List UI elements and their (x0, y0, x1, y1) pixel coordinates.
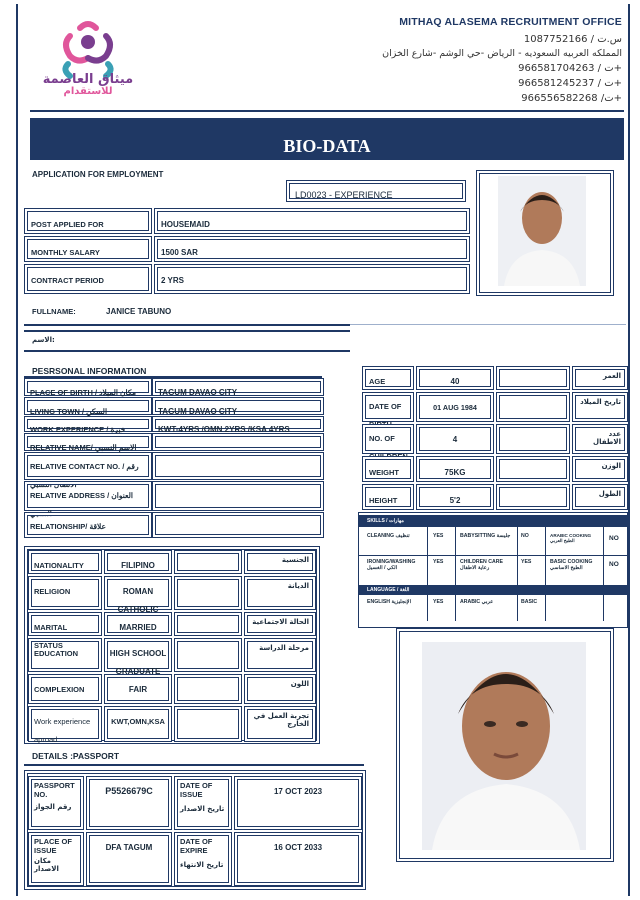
dob-ar: تاريخ الميلاد (580, 398, 621, 406)
religion-label: RELIGION (34, 587, 71, 596)
expire-value-box (234, 832, 362, 886)
skill-ironing-value: YES (433, 559, 444, 565)
expire-label-box (174, 832, 232, 886)
passport-section-title: DETAILS :PASSPORT (32, 751, 120, 761)
lang-arabic: ARABIC عربي (460, 599, 494, 605)
nationality-label-box (28, 550, 102, 574)
skill-cleaning-value: YES (433, 533, 444, 539)
relname-label: RELATIVE NAME/ الاسم النسبي (30, 443, 137, 452)
expire-ar: تاريخ الانتهاء (180, 861, 224, 869)
dob-empty-box (496, 392, 570, 422)
personal-section-title: PESRSONAL INFORMATION (32, 366, 147, 376)
education-ar: مرحلة الدراسة (259, 644, 309, 652)
fullname-value: JANICE TABUNO (106, 307, 172, 316)
abroad-ar-box (244, 706, 316, 742)
skill-children-care: CHILDREN CARE رعاية الاطفال (460, 559, 503, 571)
education-value-box (104, 638, 172, 676)
weight-label: WEIGHT (369, 468, 399, 477)
age-ar: العمر (602, 372, 621, 380)
place-value-box (86, 832, 172, 886)
education-value: HIGH SCHOOL GRADUATE (109, 649, 167, 676)
skill-babysitting: BABYSITTING جليسة (460, 533, 511, 539)
nationality-label: NATIONALITY (34, 561, 84, 570)
place-ar: مكان الاصدار (34, 857, 59, 873)
skill-basic-cooking-value: NO (609, 561, 619, 568)
relname-value-box (152, 433, 324, 451)
dob-value-box (416, 392, 494, 422)
abroad-label: Work experience aproad (34, 717, 91, 744)
lang-arabic-value: BASIC (521, 599, 538, 605)
application-label: APPLICATION FOR EMPLOYMENT (32, 170, 164, 179)
education-ar-box (244, 638, 316, 672)
skill-children-care-value: YES (521, 559, 532, 565)
nationality-value-box (104, 550, 172, 574)
reladdress-value-box (152, 481, 324, 511)
phone-3: ت/ 966556582268+ (521, 93, 622, 104)
height-label-box (362, 484, 414, 510)
applicant-photo-small (498, 176, 586, 286)
age-value: 40 (450, 377, 460, 386)
abroad-value: KWT,OMN,KSA (111, 717, 165, 726)
expire-label: DATE OF EXPIRE (180, 837, 213, 855)
complexion-label-box (28, 674, 102, 704)
post-label: POST APPLIED FOR (31, 220, 104, 229)
contract-label: CONTRACT PERIOD (31, 276, 104, 285)
application-code-box (286, 180, 466, 202)
marital-ar: الحالة الاجتماعية (252, 618, 309, 626)
relcontact-value-box (152, 452, 324, 480)
post-label-box (24, 208, 152, 234)
relname-label-box (24, 433, 152, 451)
skill-ironing: IRONING/WASHING الكي / الغسيل (367, 559, 416, 571)
contract-value-box (154, 264, 470, 294)
height-label: HEIGHT (369, 496, 398, 505)
passport-no-label: PASSPORT NO. (34, 781, 75, 799)
contract-label-box (24, 264, 152, 294)
living-label-box (24, 397, 152, 415)
relcontact-label-box (24, 452, 152, 489)
issue-label: DATE OF ISSUE (180, 781, 213, 799)
living-value-box (152, 397, 324, 415)
weight-value: 75KG (444, 468, 466, 477)
page-title: BIO-DATA (30, 118, 624, 160)
children-label: NO. OF CHILDREN (369, 434, 408, 461)
phone-1: ت / 966581704263+ (518, 63, 622, 74)
post-value-box (154, 208, 470, 234)
skill-basic-cooking: BASIC COOKING الطبخ الاساسي (550, 559, 593, 571)
weight-label-box (362, 456, 414, 482)
place-label-box (28, 832, 84, 886)
passport-no-value: P5526679C (105, 786, 153, 796)
place-value: DFA TAGUM (105, 843, 153, 852)
religion-value: ROMAN CATHOLIC (117, 587, 159, 614)
pob-value-box (152, 378, 324, 396)
marital-ar-box (244, 612, 316, 636)
height-value: 5'2 (449, 496, 461, 505)
skill-cleaning: CLEANING تنظيف (367, 533, 410, 539)
workexp-value-box (152, 416, 324, 432)
salary-value: 1500 SAR (161, 248, 198, 257)
workexp-label: WORK EXPERIENCE / خبرة (30, 425, 126, 434)
relcontact-label: RELATIVE CONTACT NO. / رقم الاتصال النسبي (30, 462, 139, 489)
living-value: TAGUM DAVAO CITY (158, 407, 238, 416)
relationship-label: RELATIONSHIP/ علاقة (30, 522, 107, 531)
issue-ar: تاريخ الاصدار (180, 805, 225, 813)
nationality-value: FILIPINO (121, 561, 155, 570)
religion-value-box (104, 576, 172, 614)
applicant-photo-large (422, 642, 586, 850)
complexion-label: COMPLEXION (34, 685, 85, 694)
relationship-label-box (24, 512, 152, 538)
fullname-label: FULLNAME: (32, 307, 76, 316)
abroad-label-box (28, 706, 102, 742)
complexion-value-box (104, 674, 172, 704)
complexion-ar: اللون (290, 680, 309, 688)
arabic-name-rule (24, 350, 350, 352)
complexion-ar-box (244, 674, 316, 704)
passport-rule (24, 764, 364, 766)
religion-empty-box (174, 576, 242, 610)
dob-label: DATE OF BIRTH (369, 402, 402, 429)
address: المملكه العربيه السعوديه - الرياض -حي الوشم -شارع الخزان (382, 48, 622, 59)
workexp-value: KWT-4YRS /OMN 2YRS /KSA 4YRS (158, 425, 290, 434)
phone-2: ت / 966581245237+ (518, 78, 622, 89)
office-name: MITHAQ ALASEMA RECRUITMENT OFFICE (399, 16, 622, 28)
religion-ar-box (244, 576, 316, 610)
marital-value-box (104, 612, 172, 636)
expire-value: 16 OCT 2033 (273, 843, 323, 852)
skills-col-rule-2 (455, 527, 456, 621)
education-label-box (28, 638, 102, 672)
fullname-rule-right (350, 324, 626, 325)
application-code: LD0023 - EXPERIENCE (295, 190, 393, 200)
skills-col-rule-5 (603, 527, 604, 621)
logo-subtext: للاستقدام (63, 86, 113, 97)
abroad-empty-box (174, 706, 242, 742)
education-empty-box (174, 638, 242, 672)
weight-ar-box (572, 456, 628, 482)
dob-ar-box (572, 392, 628, 422)
age-label: AGE (369, 377, 386, 386)
salary-value-box (154, 236, 470, 262)
age-ar-box (572, 366, 628, 390)
skill-babysitting-value: NO (521, 533, 529, 539)
place-label: PLACE OF ISSUE (34, 837, 72, 855)
passport-no-value-box (86, 776, 172, 830)
relationship-value-box (152, 512, 324, 538)
children-label-box (362, 424, 414, 461)
religion-label-box (28, 576, 102, 610)
arabic-name-label: الاسم: (32, 336, 55, 344)
marital-label-box (28, 612, 102, 650)
age-empty-box (496, 366, 570, 390)
logo-text: ميثاق العاصمة (42, 72, 134, 87)
religion-ar: الديانة (287, 582, 309, 590)
language-header: LANGUAGE / اللغة (359, 585, 627, 595)
height-ar-box (572, 484, 628, 510)
nationality-ar: الجنسية (281, 556, 309, 564)
skills-col-rule-1 (427, 527, 428, 621)
lang-english: ENGLISH الإنجليزية (367, 599, 412, 605)
contract-value: 2 YRS (161, 276, 184, 285)
cr-number: س.ت / 1087752166 (523, 34, 622, 45)
age-value-box (416, 366, 494, 390)
reladdress-label-box (24, 481, 152, 518)
workexp-label-box (24, 416, 152, 432)
dob-value: 01 AUG 1984 (433, 403, 477, 412)
abroad-ar: تجربة العمل في الخارج (253, 712, 309, 728)
dob-label-box (362, 392, 414, 429)
passport-no-ar: رقم الجواز (34, 803, 72, 811)
skill-arabic-cooking: ARABIC COOKING الطبخ العربي (550, 533, 592, 543)
salary-label-box (24, 236, 152, 262)
nationality-ar-box (244, 550, 316, 574)
weight-value-box (416, 456, 494, 482)
post-value: HOUSEMAID (161, 220, 210, 229)
children-value-box (416, 424, 494, 454)
issue-value: 17 OCT 2023 (273, 787, 323, 796)
issue-label-box (174, 776, 232, 830)
issue-value-box (234, 776, 362, 830)
marital-empty-box (174, 612, 242, 636)
height-ar: الطول (598, 490, 621, 498)
education-label: EDUCATION (34, 649, 79, 658)
skills-col-rule-3 (517, 527, 518, 621)
weight-empty-box (496, 456, 570, 482)
children-empty-box (496, 424, 570, 454)
complexion-empty-box (174, 674, 242, 704)
banner-top-rule (30, 110, 624, 112)
pob-label: PLACE OF BIRTH / مكان الميلاد (30, 388, 136, 397)
lang-english-value: YES (433, 599, 444, 605)
children-ar-box (572, 424, 628, 454)
abroad-value-box (104, 706, 172, 742)
children-value: 4 (452, 435, 458, 444)
reladdress-label: RELATIVE ADDRESS / العنوان النسبي (30, 491, 133, 518)
fullname-rule (24, 324, 350, 326)
skill-arabic-cooking-value: NO (609, 535, 619, 542)
living-label: LIVING TOWN / السكن (30, 407, 108, 416)
weight-ar: الوزن (601, 462, 621, 470)
skills-row-rule-1 (359, 555, 627, 556)
skills-col-rule-4 (545, 527, 546, 621)
passport-no-label-box (28, 776, 84, 830)
skills-table (358, 512, 628, 628)
pob-value: TAGUM DAVAO CITY (158, 388, 238, 397)
children-ar: عدد الاطفال (593, 430, 621, 446)
marital-value: MARRIED (119, 623, 157, 632)
complexion-value: FAIR (128, 685, 148, 694)
marital-label: MARITAL STATUS (34, 623, 68, 650)
skills-header: SKILLS / مهارات (359, 515, 627, 527)
age-label-box (362, 366, 414, 390)
height-value-box (416, 484, 494, 510)
height-empty-box (496, 484, 570, 510)
fullname-rule-2 (24, 330, 350, 332)
pob-label-box (24, 378, 152, 396)
nationality-empty-box (174, 550, 242, 574)
salary-label: MONTHLY SALARY (31, 248, 100, 257)
